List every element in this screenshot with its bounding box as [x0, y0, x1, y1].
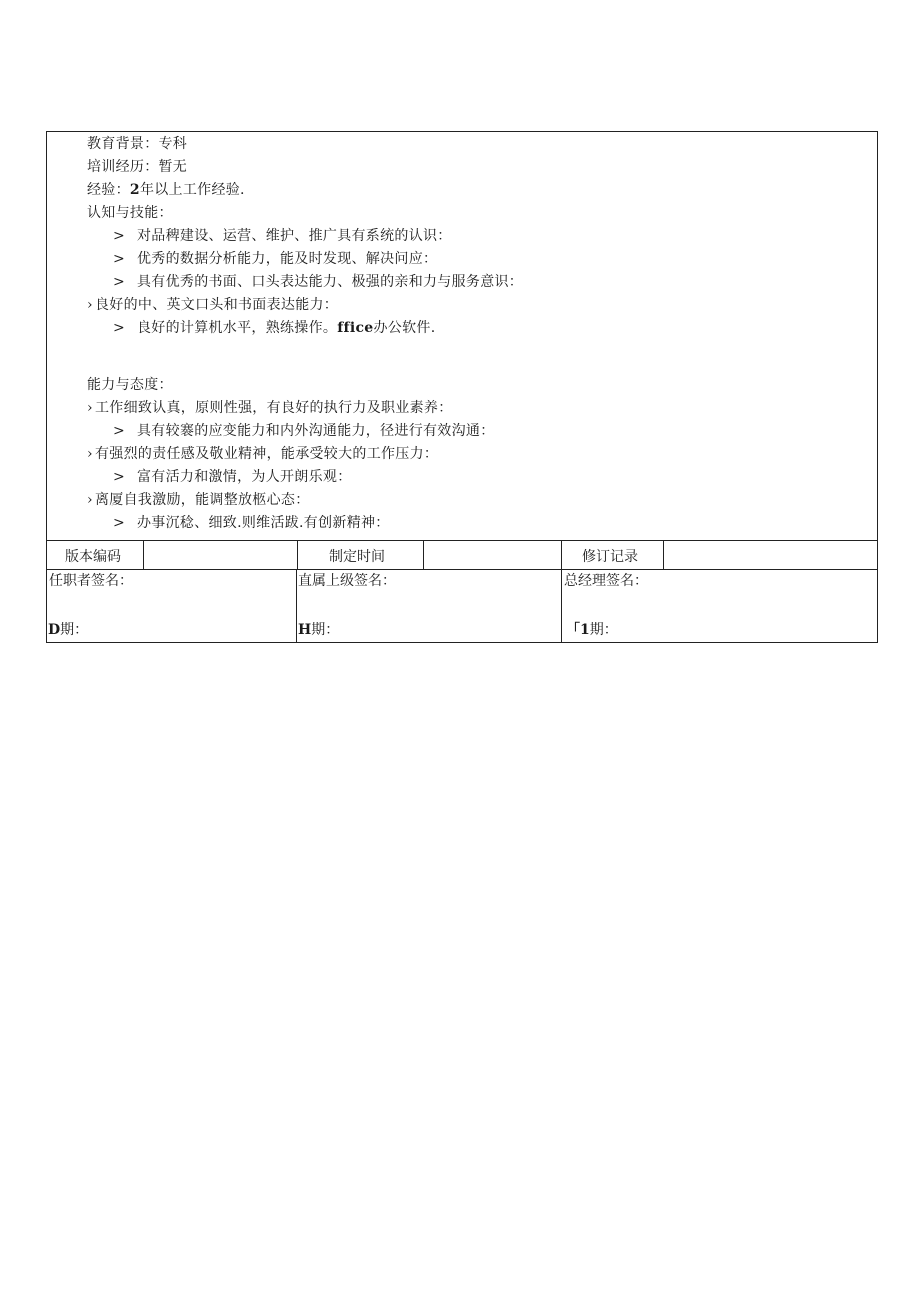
signature-row	[47, 569, 877, 642]
revision-value-cell	[664, 540, 877, 569]
skill-text: 对品稗建设、运营、维护、推广具有系统的认识：	[137, 228, 452, 244]
skill-text-bold: ffice	[337, 320, 374, 336]
supervisor-date-text: 期：	[311, 622, 340, 638]
attitude-text: 办事沉稔、细致.则维活跋.有创新精神：	[137, 515, 390, 531]
requirements-section	[47, 132, 877, 541]
supervisor-signature-label: 直属上级签名：	[298, 573, 396, 589]
skill-item	[113, 319, 435, 337]
attitude-item	[113, 468, 352, 486]
employee-signature-cell	[47, 569, 297, 642]
gm-date-text: 期：	[589, 622, 618, 638]
training-line: 培训经历：暂无	[87, 159, 188, 175]
bullet-marker: >	[113, 423, 126, 439]
version-label: 版本编码	[65, 549, 121, 565]
supervisor-date-label	[298, 621, 339, 639]
attitude-item	[113, 422, 495, 440]
skill-text: 良好的中、英文口头和书面表达能力：	[95, 297, 339, 313]
supervisor-date-mark: H	[298, 622, 312, 638]
supervisor-signature-cell	[297, 569, 562, 642]
bullet-marker: ›	[87, 297, 93, 313]
attitude-item	[87, 445, 438, 463]
gm-signature-label: 总经理签名：	[564, 573, 648, 589]
gm-date-label	[566, 621, 618, 639]
bullet-marker: >	[113, 515, 126, 531]
experience-line	[87, 181, 245, 199]
skill-text: 优秀的数据分析能力，能及时发现、解决问应：	[137, 251, 438, 267]
bullet-marker: >	[113, 228, 126, 244]
skill-item	[113, 250, 437, 268]
attitude-item	[87, 399, 453, 417]
bullet-marker: >	[113, 251, 126, 267]
attitude-item	[113, 514, 390, 532]
employee-date-text: 期：	[60, 622, 89, 638]
skill-item	[113, 273, 523, 291]
skill-item	[87, 296, 338, 314]
education-line: 教育背景：专科	[87, 136, 188, 152]
version-value-cell	[144, 540, 298, 569]
experience-prefix: 经验：	[87, 182, 130, 198]
employee-date-label	[48, 621, 88, 639]
skills-heading: 认知与技能：	[87, 205, 173, 221]
date-label-cell	[298, 540, 424, 569]
bullet-marker: ›	[87, 446, 93, 462]
attitude-text: 有强烈的责任感及敬业精神，能承受较大的工作压力：	[95, 446, 439, 462]
version-label-cell	[47, 540, 144, 569]
experience-years: 2	[129, 182, 140, 198]
job-description-table	[46, 131, 878, 643]
date-value-cell	[424, 540, 562, 569]
employee-signature-label: 任职者签名：	[49, 573, 133, 589]
bullet-marker: >	[113, 469, 126, 485]
attitude-text: 富有活力和激情，为人开朗乐观：	[137, 469, 352, 485]
bullet-marker: >	[113, 320, 126, 336]
version-row	[47, 540, 877, 570]
revision-label: 修订记录	[582, 549, 638, 565]
skill-item	[113, 227, 452, 245]
gm-signature-cell	[562, 569, 877, 642]
bullet-marker: ›	[87, 400, 93, 416]
bullet-marker: ›	[87, 492, 93, 508]
employee-date-mark: D	[48, 622, 61, 638]
attitude-item	[87, 491, 310, 509]
attitude-text: 工作细致认真，原则性强，有良好的执行力及职业素养：	[95, 400, 453, 416]
revision-label-cell	[562, 540, 664, 569]
attitude-text: 离厦自我激励，能调整放柩心态：	[95, 492, 310, 508]
skill-text: 具有优秀的书面、口头表达能力、极强的亲和力与服务意识：	[137, 274, 524, 290]
bullet-marker: >	[113, 274, 126, 290]
experience-suffix: 年以上工作经验.	[139, 182, 245, 198]
date-label: 制定时间	[329, 549, 385, 565]
gm-date-mark: 「1	[566, 622, 590, 638]
skill-text-tail: 办公软件.	[373, 320, 436, 336]
attitude-heading: 能力与态度：	[87, 377, 173, 393]
skill-text: 良好的计算机水平，熟练操作。	[137, 320, 338, 336]
attitude-text: 具有较褰的应变能力和内外沟通能力，径进行有效沟通：	[137, 423, 495, 439]
